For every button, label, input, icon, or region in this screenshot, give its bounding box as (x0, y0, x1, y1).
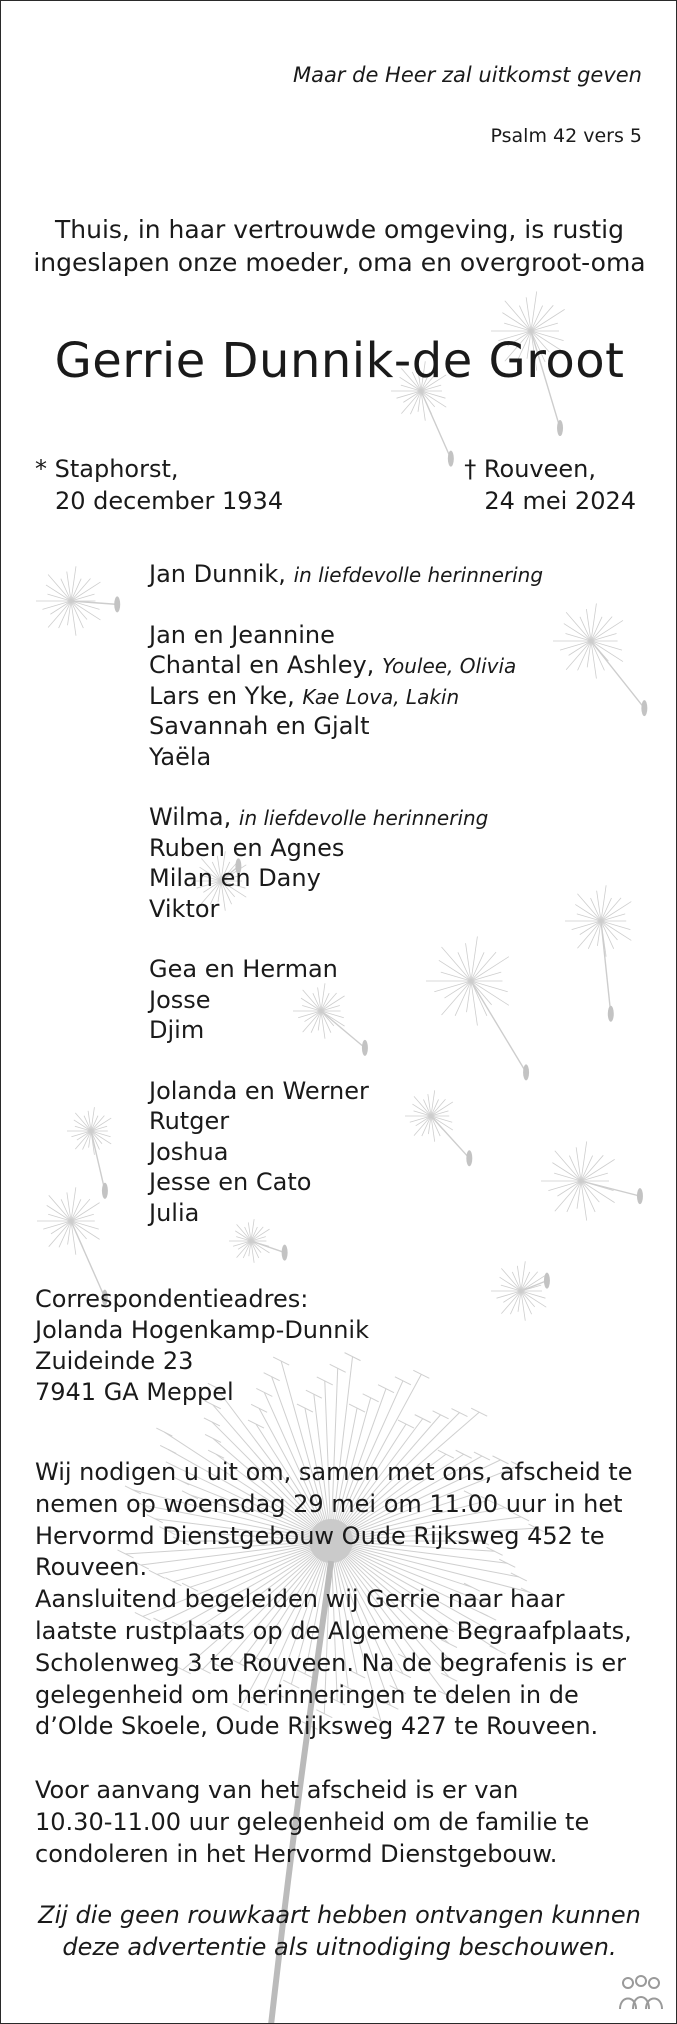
text-line: condoleren in het Hervormd Dienstgebouw. (35, 1839, 558, 1868)
correspondence-street: Zuideinde 23 (35, 1347, 194, 1375)
text-line: Wij nodigen u uit om, samen met ons, afscheid te (35, 1458, 633, 1486)
text-line: laatste rustplaats op de Algemene Begraafplaats, (35, 1616, 632, 1645)
death-place: † Rouveen, (464, 455, 596, 483)
family-member: Rutger (149, 1107, 230, 1135)
family-group (149, 954, 543, 1046)
family-list (149, 559, 543, 1258)
footer-line: deze advertentie als uitnodiging beschouwen. (62, 1933, 617, 1961)
text-line: Aansluitend begeleiden wij Gerrie naar haar (35, 1585, 565, 1614)
family-group (149, 802, 543, 924)
family-member: Joshua (149, 1137, 229, 1166)
footer-line: Zij die geen rouwkaart hebben ontvangen kunnen (38, 1901, 641, 1929)
bible-reference: Psalm 42 vers 5 (490, 125, 642, 147)
ceremony-details (35, 1457, 655, 1903)
correspondence-city: 7941 GA Meppel (35, 1378, 234, 1406)
family-member: Ruben en Agnes (149, 833, 345, 862)
invitation-note (1, 1899, 677, 1963)
intro-line: ingeslapen onze moeder, oma en overgroot-oma (33, 248, 646, 277)
family-member: Jan Dunnik, in liefdevolle herinnering (149, 560, 544, 588)
birth-place: * Staphorst, (35, 455, 179, 483)
birth-date: 20 december 1934 (55, 487, 284, 515)
family-member: Savannah en Gjalt (149, 712, 370, 740)
text-line: Scholenweg 3 te Rouveen. Na de begrafenis is er (35, 1648, 627, 1677)
death-date: 24 mei 2024 (484, 487, 636, 515)
correspondence-label: Correspondentieadres: (35, 1285, 309, 1313)
family-member: Gea en Herman (149, 955, 338, 983)
family-member: Jesse en Cato (149, 1168, 312, 1196)
family-member: Julia (149, 1198, 200, 1227)
text-line: d’Olde Skoele, Oude Rijksweg 427 te Rouveen. (35, 1712, 599, 1741)
text-line: Rouveen. (35, 1553, 148, 1582)
family-member: Milan en Dany (149, 864, 321, 892)
deceased-name: Gerrie Dunnik-de Groot (54, 333, 625, 389)
family-member: Lars en Yke, Kae Lova, Lakin (149, 681, 460, 710)
birth-info (35, 453, 283, 517)
family-group (149, 1076, 543, 1229)
text-line: nemen op woensdag 29 mei om 11.00 uur in het (35, 1489, 623, 1518)
text-line: Hervormd Dienstgebouw Oude Rijksweg 452 te (35, 1521, 605, 1550)
announcement-intro (1, 213, 677, 279)
family-group (149, 620, 543, 773)
family-group (149, 559, 543, 590)
family-member: Chantal en Ashley, Youlee, Olivia (149, 651, 517, 679)
correspondence-name: Jolanda Hogenkamp-Dunnik (35, 1316, 369, 1344)
family-member: Djim (149, 1016, 205, 1044)
family-member: Jan en Jeannine (149, 620, 335, 649)
family-member: Viktor (149, 894, 220, 923)
text-line: 10.30-11.00 uur gelegenheid om de familie te (35, 1807, 590, 1836)
bible-quote: Maar de Heer zal uitkomst geven (292, 63, 642, 87)
family-member: Yaëla (149, 742, 212, 771)
ceremony-paragraph (35, 1457, 655, 1743)
condolence-paragraph (35, 1775, 655, 1870)
family-member: Jolanda en Werner (149, 1076, 369, 1105)
death-info (464, 453, 636, 517)
intro-line: Thuis, in haar vertrouwde omgeving, is rustig (55, 215, 624, 244)
family-member: Josse (149, 985, 211, 1014)
text-line: Voor aanvang van het afscheid is er van (35, 1776, 519, 1805)
people-group-icon (616, 1973, 666, 2013)
correspondence-address (35, 1284, 369, 1408)
text-line: gelegenheid om herinneringen te delen in de (35, 1680, 579, 1709)
family-member: Wilma, in liefdevolle herinnering (149, 803, 489, 831)
